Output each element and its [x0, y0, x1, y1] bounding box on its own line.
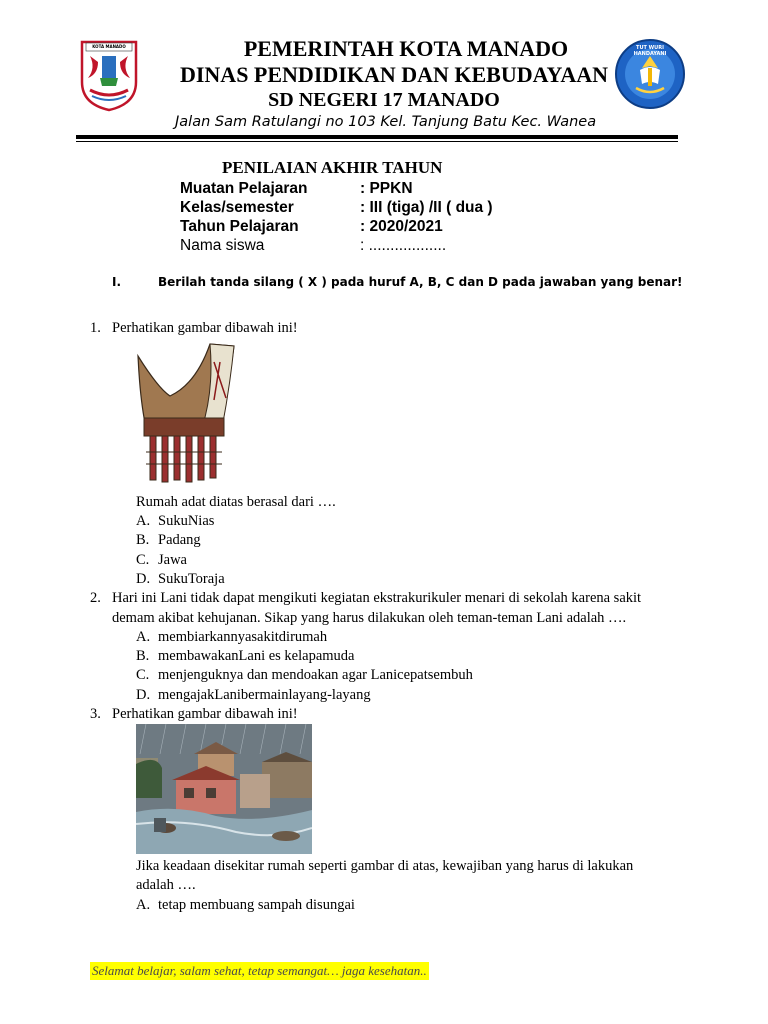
q1-question: Rumah adat diatas berasal dari …. [136, 494, 336, 510]
q2-option-b-letter: B. [136, 648, 150, 664]
flood-scene-image [136, 724, 312, 854]
q1-option-a-letter: A. [136, 513, 151, 529]
q1-option-d-letter: D. [136, 571, 151, 587]
q2-option-b-text: membawakanLani es kelapamuda [158, 648, 355, 664]
right-logo-text: TUT WURI HANDAYANI [633, 45, 667, 57]
toraja-house-image [136, 340, 236, 488]
q1-number: 1. [90, 320, 101, 336]
q3-line1: Jika keadaan disekitar rumah seperti gambar di atas, kewajiban yang harus di lakukan [136, 858, 634, 874]
q1-option-c-letter: C. [136, 552, 150, 568]
q1-option-c-text: Jawa [158, 552, 187, 568]
left-logo-text: KOTA MANADO [92, 44, 126, 49]
q2-number: 2. [90, 590, 101, 606]
q1-option-d-text: SukuToraja [158, 571, 225, 587]
q2-option-c-letter: C. [136, 667, 150, 683]
field-label-class: Kelas/semester [180, 199, 294, 216]
q2-line1: Hari ini Lani tidak dapat mengikuti kegiatan ekstrakurikuler menari di sekolah karena sakit [112, 590, 642, 606]
q3-prompt: Perhatikan gambar dibawah ini! [112, 706, 298, 722]
q3-number: 3. [90, 706, 101, 722]
section-instruction: Berilah tanda silang ( X ) pada huruf A, B, C dan D pada jawaban yang benar! [158, 275, 683, 289]
header-divider-thin [76, 141, 678, 142]
header-address: Jalan Sam Ratulangi no 103 Kel. Tanjung Batu Kec. Wanea [175, 114, 597, 130]
q1-option-a-text: SukuNias [158, 513, 215, 529]
footer-message: Selamat belajar, salam sehat, tetap semangat… jaga kesehatan.. [92, 963, 427, 978]
exam-title: PENILAIAN AKHIR TAHUN [222, 158, 443, 177]
field-label-subject: Muatan Pelajaran [180, 180, 308, 197]
q2-option-a-text: membiarkannyasakitdirumah [158, 629, 328, 645]
q3-option-a-letter: A. [136, 897, 151, 913]
header-department: DINAS PENDIDIKAN DAN KEBUDAYAAN [179, 62, 609, 87]
q2-option-a-letter: A. [136, 629, 151, 645]
q3-line2: adalah …. [136, 877, 196, 893]
q2-option-c-text: menjenguknya dan mendoakan agar Lanicepatsembuh [158, 667, 473, 683]
field-label-name: Nama siswa [180, 237, 265, 254]
section-number: I. [112, 275, 122, 289]
q2-option-d-text: mengajakLanibermainlayang-layang [158, 687, 371, 703]
field-value-subject: : PPKN [360, 180, 413, 197]
q1-prompt: Perhatikan gambar dibawah ini! [112, 320, 298, 336]
header-school: SD NEGERI 17 MANADO [268, 89, 500, 111]
header-divider-thick [76, 135, 678, 139]
header-government: PEMERINTAH KOTA MANADO [243, 36, 569, 61]
field-label-year: Tahun Pelajaran [180, 218, 299, 235]
q1-option-b-text: Padang [158, 532, 201, 548]
q2-option-d-letter: D. [136, 687, 151, 703]
q2-line2: demam akibat kehujanan. Sikap yang harus dilakukan oleh teman-teman Lani adalah …. [112, 610, 627, 626]
field-value-name: : .................. [360, 237, 447, 254]
q1-option-b-letter: B. [136, 532, 150, 548]
field-value-year: : 2020/2021 [360, 218, 443, 235]
field-value-class: : III (tiga) /II ( dua ) [360, 199, 493, 216]
q3-option-a-text: tetap membuang sampah disungai [158, 897, 355, 913]
